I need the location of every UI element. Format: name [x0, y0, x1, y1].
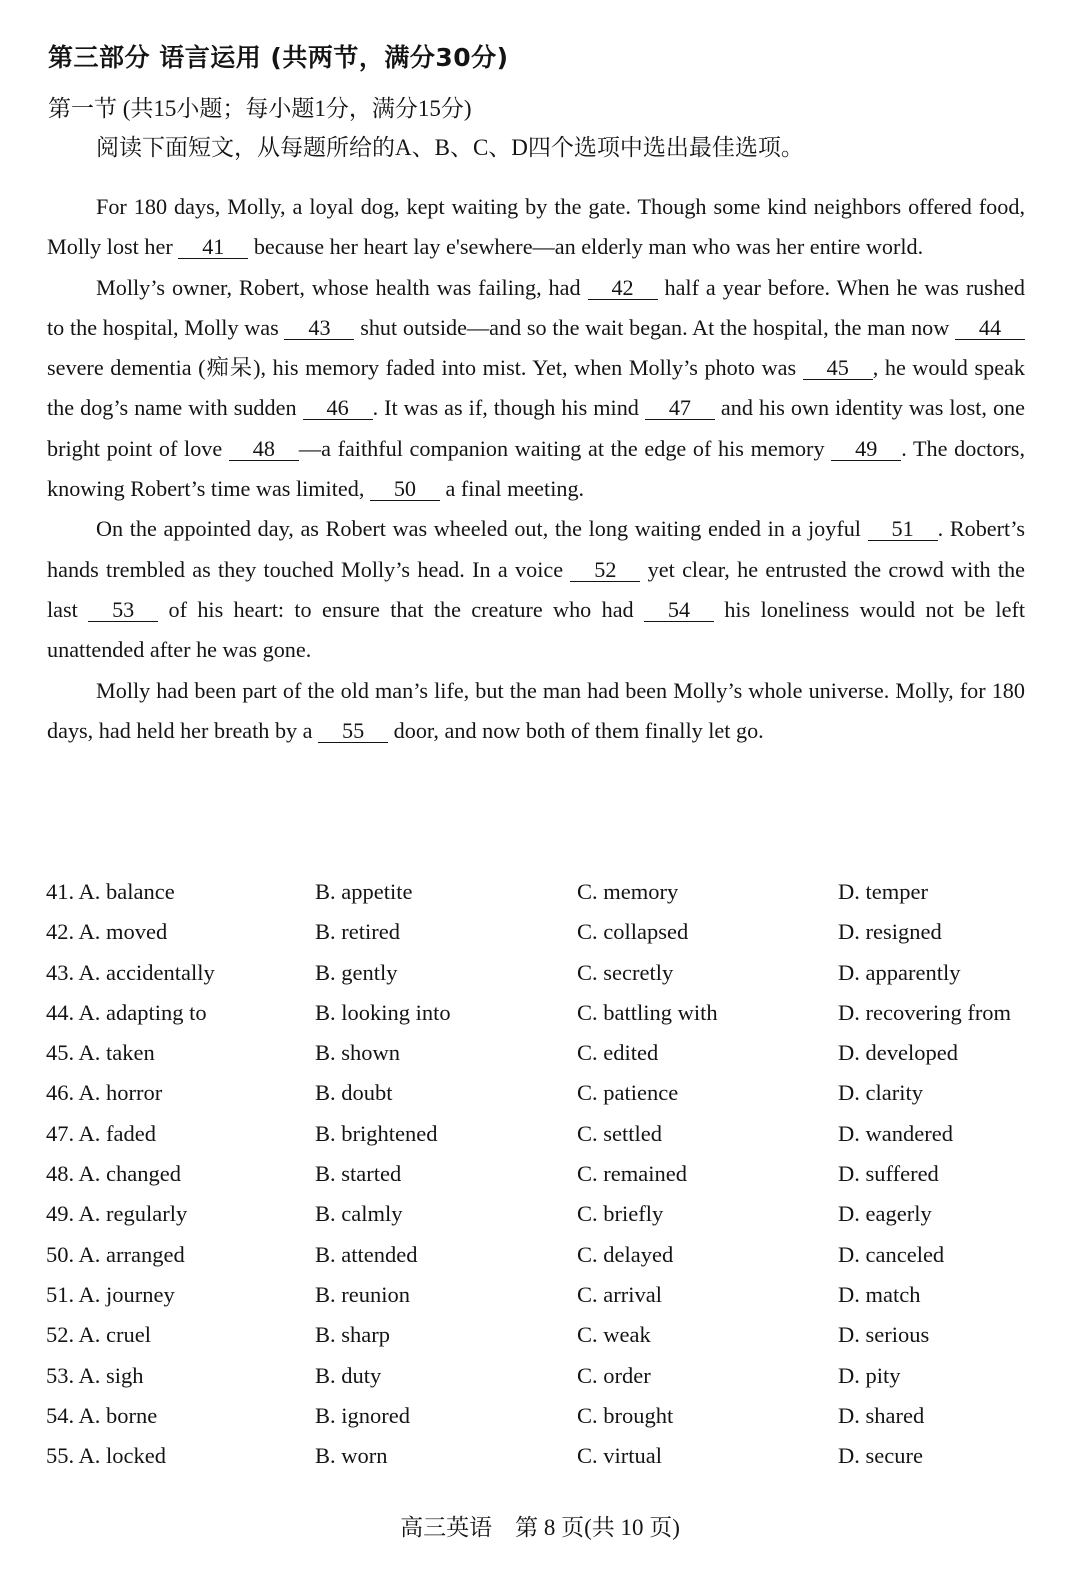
blank-51: 51	[868, 518, 938, 541]
option-b: B. started	[315, 1161, 402, 1187]
blank-48: 48	[229, 438, 299, 461]
passage-text: door, and now both of them finally let go.	[388, 717, 764, 743]
option-d: D. apparently	[838, 959, 961, 985]
option-row-55	[46, 1438, 1036, 1478]
option-a: 44. A. adapting to	[46, 999, 207, 1025]
option-d: D. shared	[838, 1402, 925, 1428]
option-d: D. secure	[838, 1443, 923, 1469]
option-a: 47. A. faded	[46, 1120, 156, 1146]
option-c: C. memory	[577, 879, 679, 904]
option-c: C. weak	[577, 1322, 651, 1348]
option-d: D. recovering from	[838, 999, 1012, 1025]
option-d: D. canceled	[838, 1241, 945, 1267]
passage-text: a final meeting.	[439, 476, 585, 502]
blank-42: 42	[588, 277, 658, 300]
passage-text: —a faithful companion waiting at the edge of his memory	[298, 435, 832, 461]
option-b: B. sharp	[315, 1322, 390, 1348]
paragraph-2	[47, 268, 1025, 510]
option-d: D. developed	[838, 1040, 958, 1066]
option-a: 48. A. changed	[46, 1161, 181, 1187]
blank-54: 54	[644, 599, 714, 622]
paragraph-3	[47, 509, 1025, 670]
option-c: C. remained	[577, 1161, 687, 1187]
passage-text: Molly’s owner, Robert, whose health was failing, had	[96, 274, 588, 300]
option-row-48	[46, 1156, 1036, 1196]
blank-45: 45	[803, 357, 873, 380]
option-b: B. calmly	[315, 1201, 403, 1227]
blank-44: 44	[955, 317, 1025, 340]
blank-53: 53	[88, 599, 158, 622]
passage-text: because her heart lay e'sewhere—an elderly man who was her entire world.	[248, 234, 924, 260]
passage-text: of his heart: to ensure that the creature who had	[158, 596, 644, 622]
option-b: B. looking into	[315, 999, 451, 1025]
paragraph-4	[47, 671, 1025, 752]
option-c: C. delayed	[577, 1241, 674, 1267]
passage-text: shut outside—and so the wait began. At the hospital, the man now	[354, 314, 955, 340]
option-a: 51. A. journey	[46, 1281, 175, 1307]
option-a: 41. A. balance	[46, 879, 175, 904]
section-title: 第一节 (共15小题；每小题1分，满分15分)	[48, 96, 472, 121]
option-a: 53. A. sigh	[46, 1362, 144, 1388]
option-b: B. doubt	[315, 1080, 393, 1106]
option-row-49	[46, 1196, 1036, 1236]
option-c: C. brought	[577, 1402, 674, 1428]
option-row-44	[46, 995, 1036, 1035]
option-a: 54. A. borne	[46, 1402, 158, 1428]
answer-options	[46, 874, 1036, 1478]
option-d: D. eagerly	[838, 1201, 932, 1227]
option-row-46	[46, 1075, 1036, 1115]
option-a: 55. A. locked	[46, 1443, 166, 1469]
option-c: C. secretly	[577, 959, 674, 985]
blank-46: 46	[303, 397, 373, 420]
option-d: D. suffered	[838, 1161, 939, 1187]
option-a: 43. A. accidentally	[46, 959, 215, 985]
option-row-51	[46, 1277, 1036, 1317]
passage-text: . It was as if, though his mind	[372, 395, 645, 421]
option-c: C. briefly	[577, 1201, 664, 1227]
passage-text: severe dementia (痴呆), his memory faded into mist. Yet, when Molly’s photo was	[47, 355, 803, 381]
option-c: C. collapsed	[577, 919, 689, 945]
page-footer: 高三英语 第 8 页(共 10 页)	[400, 1515, 680, 1540]
part-title: 第三部分 语言运用 (共两节，满分30分)	[48, 43, 509, 72]
option-b: B. appetite	[315, 879, 413, 904]
blank-50: 50	[370, 478, 440, 501]
option-b: B. ignored	[315, 1402, 410, 1428]
option-row-50	[46, 1237, 1036, 1277]
option-d: D. wandered	[838, 1120, 953, 1146]
option-row-54	[46, 1398, 1036, 1438]
blank-55: 55	[318, 720, 388, 743]
option-b: B. shown	[315, 1040, 401, 1066]
option-d: D. resigned	[838, 919, 942, 945]
cloze-passage	[47, 187, 1025, 751]
option-c: C. edited	[577, 1040, 659, 1066]
option-row-45	[46, 1035, 1036, 1075]
blank-52: 52	[570, 559, 640, 582]
option-a: 42. A. moved	[46, 919, 168, 945]
option-a: 45. A. taken	[46, 1040, 155, 1066]
option-row-52	[46, 1317, 1036, 1357]
option-b: B. reunion	[315, 1281, 410, 1307]
option-c: C. virtual	[577, 1443, 662, 1469]
passage-text: yet clear, he entrusted the crowd with the last	[47, 556, 1025, 622]
passage-text: On the appointed day, as Robert was wheeled out, the long waiting ended in a joyful	[96, 516, 868, 542]
option-b: B. retired	[315, 919, 400, 945]
passage-text: Molly had been part of the old man’s life, but the man had been Molly’s whole universe. Molly, for 180 days, had held her breath by a	[47, 677, 1025, 743]
option-b: B. brightened	[315, 1120, 438, 1146]
passage-text: half a year before. When he was rushed to the hospital, Molly was	[47, 274, 1025, 340]
option-d: D. clarity	[838, 1080, 923, 1106]
passage-text: . The doctors, knowing Robert’s time was limited,	[47, 435, 1025, 502]
option-b: B. attended	[315, 1241, 418, 1267]
option-c: C. arrival	[577, 1281, 662, 1307]
instruction: 阅读下面短文，从每题所给的A、B、C、D四个选项中选出最佳选项。	[96, 135, 804, 160]
option-a: 52. A. cruel	[46, 1322, 151, 1348]
option-row-53	[46, 1358, 1036, 1398]
option-c: C. battling with	[577, 999, 718, 1025]
option-d: D. serious	[838, 1322, 930, 1348]
option-row-43	[46, 955, 1036, 995]
blank-49: 49	[831, 438, 901, 461]
option-d: D. pity	[838, 1362, 901, 1388]
option-a: 49. A. regularly	[46, 1201, 188, 1227]
passage-text: . Robert’s hands trembled as they touched Molly’s head. In a voice	[47, 516, 1026, 582]
paragraph-1	[47, 187, 1025, 268]
option-b: B. gently	[315, 959, 398, 985]
option-b: B. duty	[315, 1362, 382, 1388]
passage-text: , he would speak the dog’s name with sudden	[47, 355, 1025, 421]
option-b: B. worn	[315, 1443, 388, 1469]
blank-47: 47	[645, 397, 715, 420]
option-c: C. order	[577, 1362, 651, 1388]
option-d: D. temper	[838, 879, 928, 904]
option-d: D. match	[838, 1281, 921, 1307]
passage-text: For 180 days, Molly, a loyal dog, kept waiting by the gate. Though some kind neighbors offered food, Molly lost her	[47, 194, 1025, 260]
passage-text: his loneliness would not be left unattended after he was gone.	[47, 596, 1025, 663]
option-c: C. patience	[577, 1080, 679, 1106]
option-a: 46. A. horror	[46, 1080, 163, 1106]
option-c: C. settled	[577, 1120, 662, 1146]
option-row-41	[46, 874, 1036, 914]
blank-41: 41	[178, 236, 248, 259]
blank-43: 43	[284, 317, 354, 340]
option-row-47	[46, 1116, 1036, 1156]
option-row-42	[46, 914, 1036, 954]
passage-text: and his own identity was lost, one bright point of love	[47, 395, 1025, 461]
option-a: 50. A. arranged	[46, 1241, 185, 1267]
